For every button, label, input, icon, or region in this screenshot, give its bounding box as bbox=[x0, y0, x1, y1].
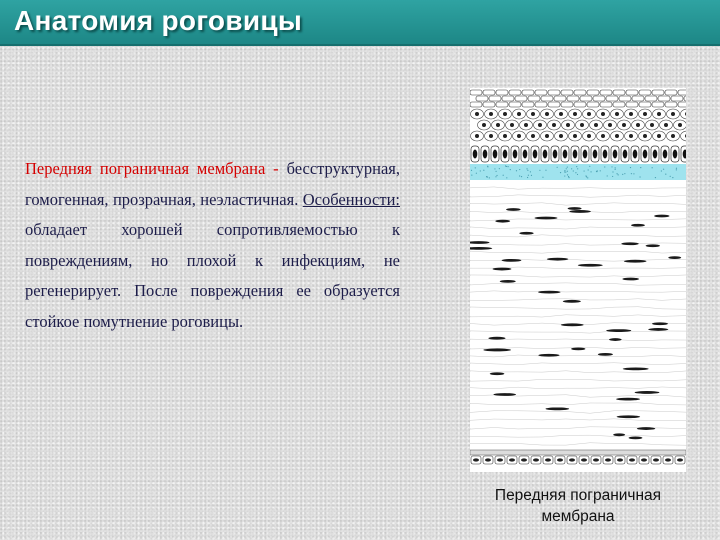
caption-line-2: мембрана bbox=[541, 508, 615, 525]
epithelium-layer bbox=[470, 90, 686, 162]
title-bar bbox=[0, 0, 720, 46]
endothelium-layer bbox=[470, 450, 686, 464]
term-dash: - bbox=[273, 159, 279, 178]
term-definition: бесструктурная, гомогенная, прозрачная, неэластичная. bbox=[25, 159, 400, 209]
features-label: Особенности: bbox=[302, 189, 400, 209]
stroma-layer bbox=[470, 187, 686, 445]
features-text: обладает хорошей сопротивляемостью к повреждениям, но плохой к инфекциям, не регенерирует. После повреждения ее образуется стойкое помутнение роговицы. bbox=[25, 220, 400, 331]
cornea-illustration bbox=[470, 88, 686, 472]
figure-caption bbox=[460, 485, 696, 527]
description-text bbox=[25, 154, 400, 337]
bowman-membrane-layer bbox=[470, 164, 686, 180]
cornea-layers-drawing bbox=[470, 88, 686, 472]
caption-line-1: Передняя пограничная bbox=[494, 487, 662, 504]
term-heading: Передняя пограничная мембрана bbox=[25, 159, 266, 178]
page-title: Анатомия роговицы bbox=[14, 5, 303, 36]
